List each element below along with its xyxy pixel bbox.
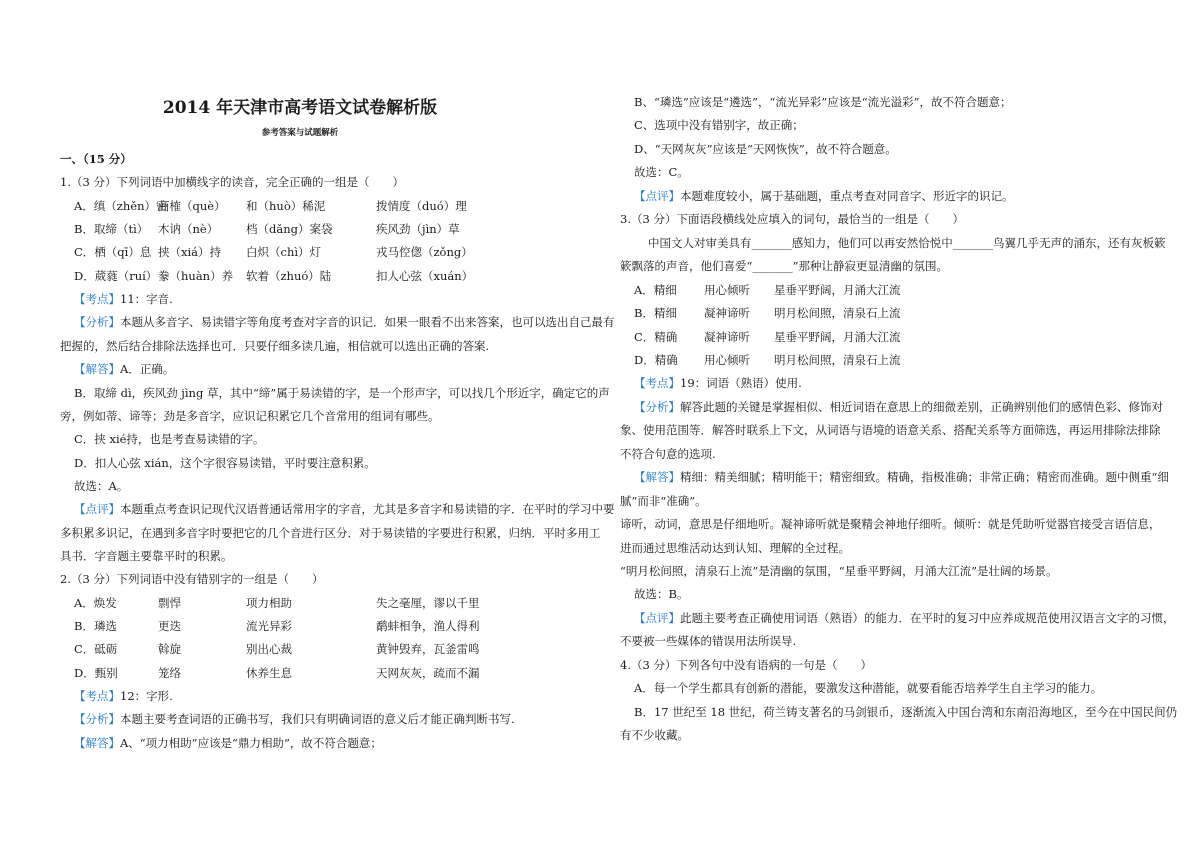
option-cell: 更迭 [158,619,181,633]
option-cell: 用心倾听 [704,282,750,297]
analysis-text: 本题重点考查识记现代汉语普通话常用字的字音，尤其是多音字和易读错的字．在平时的学习中要 [120,502,615,517]
analysis-line [634,469,1169,485]
option-cell: 星垂平野阔，月涌大江流 [774,282,901,297]
text-line: 有不少收藏。 [620,728,689,743]
page-title: 2014 年天津市高考语文试卷解析版 [162,98,438,118]
analysis-text: 解答此题的关键是掌握相似、相近词语在意思上的细微差别，正确辨别他们的感情色彩、修饰对 [680,399,1163,414]
option-cell: 木讷（nè） [158,222,219,237]
analysis-line [74,291,173,307]
analysis-tag: 【解答】 [634,470,680,485]
option-cell: 别出心裁 [246,642,292,657]
analysis-tag: 【考点】 [74,292,120,307]
text-line: B、“璘选”应该是“遴选”，“流光异彩”应该是“流光溢彩”，故不符合题意； [634,95,1012,109]
analysis-line [74,361,174,377]
analysis-text: 12：字形. [120,689,173,704]
analysis-text: A．正确。 [120,362,175,377]
text-line: 旁，例如蒂、谛等；劲是多音字，应识记积累它几个音常用的组词有哪些。 [60,408,440,423]
option-cell: 星垂平野阔，月涌大江流 [774,329,901,344]
option-cell: 商榷（què） [158,198,226,213]
option-cell: 笼络 [158,665,181,680]
section-heading: 一、（15 分） [60,152,132,166]
analysis-text: A、“项力相助”应该是“鼎力相助”，故不符合题意； [120,735,382,750]
analysis-text: 本题难度较小，属于基础题，重点考查对同音字、形近字的识记。 [680,188,1014,203]
analysis-line [74,314,615,330]
question-stem: 2.（3 分）下列词语中没有错别字的一组是（ ） [60,572,324,587]
analysis-tag: 【点评】 [634,610,680,625]
analysis-line [74,735,382,751]
option-cell: 凝神谛听 [704,306,750,321]
text-line: “明月松间照，清泉石上流”是清幽的氛围，“星垂平野阔，月涌大江流”是壮阔的场景。 [620,564,1058,578]
analysis-tag: 【解答】 [74,362,120,377]
option-cell: D．葳蕤（ruí） [74,268,158,283]
question-stem: 1.（3 分）下列词语中加横线字的读音，完全正确的一组是（ ） [60,175,404,190]
text-line: 簌飘落的声音，他们喜爱“_______”那种让静寂更显清幽的氛围。 [620,259,949,274]
text-line: D、“天网灰灰”应该是“天网恢恢”，故不符合题意。 [634,141,897,156]
analysis-text: 精细：精美细腻；精明能干；精密细致。精确，指极准确；非常正确；精密而准确。题中侧重“细 [680,470,1169,485]
text-line: 不符合句意的选项. [620,446,716,461]
text-line: 把握的，然后结合排除法选择也可．只要仔细多读几遍，相信就可以选出正确的答案. [60,338,490,353]
analysis-line [634,188,1014,204]
text-line: 腻”而非“准确”。 [620,493,707,508]
text-line: 故选：C。 [634,165,689,180]
analysis-tag: 【点评】 [74,502,120,517]
option-cell: A．缜（zhěn）密 [74,198,168,213]
option-cell: 流光异彩 [246,619,292,633]
option-cell: D．精确 [634,352,678,367]
option-cell: 软着（zhuó）陆 [246,268,332,283]
text-line: 中国文人对审美具有_______感知力，他们可以再安然恰悦中_______鸟翼几乎无声的涌东，还有灰板簌 [648,235,1166,250]
question-stem: 4.（3 分）下列各句中没有语病的一句是（ ） [620,657,872,672]
analysis-tag: 【分析】 [74,712,120,727]
option-cell: 鹬蚌相争，渔人得利 [376,619,480,633]
option-cell: 和（huò）稀泥 [246,198,326,213]
option-cell: 明月松间照，清泉石上流 [774,306,901,321]
option-cell: 黄钟毁弃，瓦釜雷鸣 [376,642,480,657]
option-cell: 项力相助 [246,595,292,610]
analysis-tag: 【考点】 [634,376,680,391]
option-cell: C．精确 [634,329,678,344]
text-line: C．挟 xié持，也是考查易读错的字。 [74,432,265,447]
option-cell: 拨情度（duó）理 [376,198,467,213]
analysis-line [634,375,802,391]
option-cell: 明月松间照，清泉石上流 [774,352,901,367]
text-line: 谛听，动词，意思是仔细地听。凝神谛听就是聚精会神地仔细听。倾听：就是凭助听觉器官接受言语信息， [620,517,1161,532]
text-line: B．取缔 dì，疾风劲 jìng 草，其中“缔”属于易读错的字，是一个形声字，可以找几个形近字，确定它的声 [74,385,610,400]
option-cell: 失之毫厘，谬以千里 [376,595,480,610]
analysis-line [74,688,173,704]
option-cell: 豢（huàn）养 [158,268,234,283]
analysis-tag: 【分析】 [634,399,680,414]
option-cell: C．栖（qī）息 [74,245,152,260]
text-line: D．扣人心弦 xián，这个字很容易读错，平时要注意积累。 [74,455,376,470]
option-cell: 凝神谛听 [704,329,750,344]
page-subtitle: 参考答案与试题解析 [261,128,339,138]
text-line: 故选：A。 [74,478,129,493]
option-cell: 档（dǎng）案袋 [246,222,333,237]
option-cell: A．焕发 [74,595,117,610]
option-cell: 白炽（chì）灯 [246,245,322,260]
option-cell: 戎马倥偬（zǒng） [376,245,473,260]
option-cell: 剽悍 [158,595,181,610]
text-line: 故选：B。 [634,587,689,602]
analysis-text: 11：字音. [120,292,173,307]
option-cell: D．甄别 [74,665,118,680]
analysis-text: 此题主要考查正确使用词语（熟语）的能力．在平时的复习中应养成规范使用汉语言文字的习惯， [680,610,1175,625]
option-cell: 天网灰灰，疏而不漏 [376,665,480,680]
text-line: 进而通过思维活动达到认知、理解的全过程。 [620,540,850,555]
analysis-line [634,399,1163,415]
analysis-tag: 【分析】 [74,315,120,330]
text-line: C、选项中没有错别字，故正确； [634,118,804,133]
text-line: 多积累多识记，在遇到多音字时要把它的几个音进行区分．对于易读错的字要进行积累，归纳．平时多用工 [60,525,601,540]
analysis-line [634,610,1175,626]
option-cell: 扣人心弦（xuán） [376,268,474,283]
text-line: 象、使用范围等．解答时联系上下文，从词语与语境的语意关系、搭配关系等方面筛选，再运用排除法排除 [620,423,1161,438]
analysis-text: 19：词语（熟语）使用. [680,376,802,391]
analysis-text: 本题主要考查词语的正确书写，我们只有明确词语的意义后才能正确判断书写. [120,712,515,727]
option-cell: B．璘选 [74,619,117,633]
option-cell: 用心倾听 [704,352,750,367]
question-stem: 3.（3 分）下面语段横线处应填入的词句，最恰当的一组是（ ） [620,212,964,227]
option-cell: B．精细 [634,306,677,321]
analysis-line [74,711,515,727]
option-cell: C．砥砺 [74,642,118,657]
text-line: 具书．字音题主要靠平时的积累。 [60,548,233,563]
analysis-tag: 【考点】 [74,689,120,704]
analysis-tag: 【解答】 [74,735,120,750]
analysis-tag: 【点评】 [634,188,680,203]
analysis-text: 本题从多音字、易读错字等角度考查对字音的识记．如果一眼看不出来答案，也可以选出自己最有 [120,315,615,330]
option-cell: B．取缔（tì） [74,222,149,237]
option-cell: 斡旋 [158,642,181,657]
analysis-line [74,501,615,517]
option-cell: 挟（xiá）持 [158,245,222,260]
option-cell: A．精细 [634,282,677,297]
option-cell: 疾风劲（jìn）草 [376,222,460,237]
text-line: 不要被一些媒体的错误用法所误导. [620,634,797,649]
text-line: A．每一个学生都具有创新的潜能，要激发这种潜能，就要看能否培养学生自主学习的能力。 [634,681,1103,696]
text-line: B．17 世纪至 18 世纪，荷兰铸支著名的马剑银币，逐渐流入中国台湾和东南沿海地区，至今在中国民间仍 [634,704,1178,719]
option-cell: 休养生息 [246,665,292,680]
